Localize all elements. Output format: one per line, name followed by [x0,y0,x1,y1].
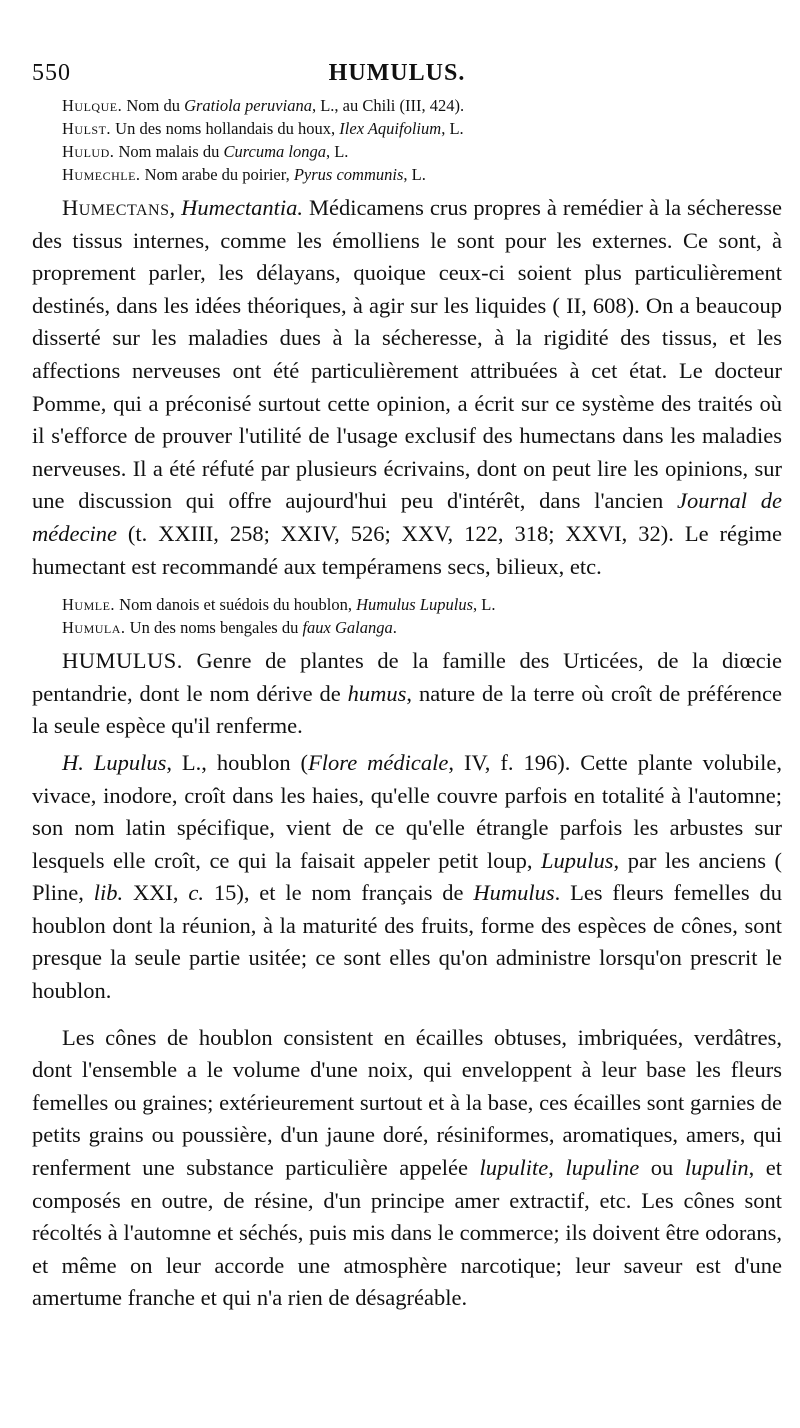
entry-text: Nom malais du [114,142,224,161]
entry-hulst [32,117,782,140]
entry-head: Humechle. [62,165,141,184]
entry-head: Humula. [62,618,126,638]
entry-text: , IV, f. 196). Cette plante volubile, vivace, inodore, croît dans les haies, qu'elle couvre parfois en totalité à l'automne; son nom latin spécifique, vient de ce qu'elle étrangle parfois les arbustes sur lesquels elle croît, ce qui la faisait appeler petit loup, [32,749,782,873]
paragraph-cones [32,1022,782,1315]
entry-text: , nature de la terre où croît de préférence la seule espèce qu'il renferme. [32,680,782,739]
entry-text: ou [639,1155,685,1181]
entry-text: , et composés en outre, de résine, d'un principe amer extractif, etc. Les cônes sont récoltés à l'automne et séchés, puis mis dans le commerce; ils doivent être odorans, et même on leur accorde une atmosphère narcotique; leur saveur est d'une amertume franche et qui n'a rien de désagréable. [32,1155,783,1311]
entry-latin-name: Curcuma longa [223,142,326,161]
reference-title: Flore médicale [308,749,449,775]
entry-head: Hulque. [62,96,123,115]
small-entries-mid [32,593,782,639]
entry-latin-name: Ilex Aquifolium [339,119,442,138]
entry-head: Humectans [62,195,170,220]
entry-text: , L., au Chili (III, 424). [311,96,465,115]
substance-name: lupulite [479,1155,549,1181]
entry-humle [32,593,782,616]
page-number: 550 [32,60,71,86]
entry-latin-name: Gratiola peruviana [184,96,312,115]
entry-humula [32,616,782,639]
entry-text: Les cônes de houblon consistent en écailles obtuses, imbriquées, verdâtres, dont l'ensemble a le volume d'une noix, qui enveloppent à leur base les fleurs femelles ou graines; extérieurement surtout et à la base, ces écailles sont garnies de petits grains ou poussière, d'un jaune doré, résiniformes, aromatiques, amers, qui renferment une substance particulière appelée [32,1024,782,1181]
entry-text: , L. [473,595,496,615]
citation-abbrev: c. [188,880,205,906]
small-entries-top [32,94,782,186]
entry-text: Un des noms hollandais du houx, [111,119,340,138]
latin-word: Humulus [473,880,555,906]
entry-text: , par les anciens ( Pline, [32,847,783,906]
latin-word: Lupulus [541,847,614,873]
entry-latin-name: Pyrus communis [293,165,404,184]
entry-latin-name: Humulus Lupulus [356,595,474,615]
substance-name: lupuline [565,1155,640,1181]
entry-text: , L. [441,119,464,138]
journal-title: Journal de médecine [32,488,783,546]
entry-latin-term: Humectantia. [181,195,303,220]
entry-text: (t. XXIII, 258; XXIV, 526; XXV, 122, 318; XXVI, 32). Le régime humectant est recommandé aux tempéramens secs, bilieux, etc. [32,520,782,579]
entry-text: , L. [325,142,349,161]
etymology-term: humus [347,680,407,706]
entry-humulus [32,645,782,743]
entry-text: Un des noms bengales du [125,618,303,638]
entry-head: HUMULUS. [62,648,183,674]
entry-hulque [32,94,782,117]
paragraph-lupulus [32,747,782,1008]
entry-head: Humle. [62,595,116,615]
citation-abbrev: lib. [93,880,124,906]
entry-latin-name: faux Galanga [302,618,393,638]
entry-text: , [548,1155,566,1181]
entry-text: , L., houblon ( [166,749,309,775]
entry-head: Hulud. [62,142,115,161]
entry-text: 15), et le nom français de [204,880,474,906]
running-title: HUMULUS. [328,60,466,86]
entry-text: Nom du [122,96,185,115]
species-name: H. Lupulus [62,749,167,775]
entry-text: . [392,618,397,638]
entry-hulud [32,140,782,163]
running-head [32,58,782,88]
entry-text: Médicamens crus propres à remédier à la sécheresse des tissus internes, comme les émolliens le sont pour les externes. Ce sont, à proprement parler, les délayans, quoique ceux-ci soient plus particulièrement destinés, dans les idées théoriques, à agir sur les liquides ( II, 608). On a beaucoup disserté sur les maladies dues à la sécheresse, à la rigidité des tissus, et les affections nerveuses ont été particulièrement attribuées à cet état. Le docteur Pomme, qui a préconisé surtout cette opinion, a écrit sur ce système des traités où il s'efforce de prouver l'utilité de l'usage exclusif des humectans dans les maladies nerveuses. Il a été réfuté par plusieurs écrivains, dont on peut lire les opinions, sur une discussion qui offre aujourd'hui peu d'intérêt, dans l'ancien [32,195,782,514]
entry-text: Genre de plantes de la famille des Urticées, de la diœcie pentandrie, dont le nom dérive de [32,648,782,706]
entry-text: , L. [403,165,426,184]
entry-text: XXI, [123,880,189,906]
entry-text: Nom arabe du poirier, [140,165,294,184]
entry-text: . Les fleurs femelles du houblon dont la réunion, à la maturité des fruits, forme des espèces de cônes, sont presque la seule partie usitée; ce sont elles qu'on administre lorsqu'on prescrit le houblon. [32,880,782,1004]
entry-text: Nom danois et suédois du houblon, [115,595,357,615]
entry-humectans: Humectans, Humectantia. Médicamens crus propres à remédier à la sécheresse des tissus internes, comme les émolliens le sont pour les externes. Ce sont, à proprement parler, les délayans, quoique ceux-ci soient plus particulièrement destinés, dans les idées théoriques, à agir sur les liquides ( II, 608). On a beaucoup disserté sur les maladies dues à la sécheresse, à la rigidité des tissus, et les affections nerveuses ont été particulièrement attribuées à cet état. Le docteur Pomme, qui a préconisé surtout cette opinion, a écrit sur ce système des traités où il s'efforce de prouver l'utilité de l'usage exclusif des humectans dans les maladies nerveuses. Il a été réfuté par plusieurs écrivains, dont on peut lire les opinions, sur une discussion qui offre aujourd'hui peu d'intérêt, dans l'ancien Journal de médecine (t. XXIII, 258; XXIV, 526; XXV, 122, 318; XXVI, 32). Le régime humectant est recommandé aux tempéramens secs, bilieux, etc. [32,195,783,579]
entry-humechle [32,163,782,186]
entry-head: Hulst. [62,119,112,138]
substance-name: lupulin [684,1155,749,1181]
